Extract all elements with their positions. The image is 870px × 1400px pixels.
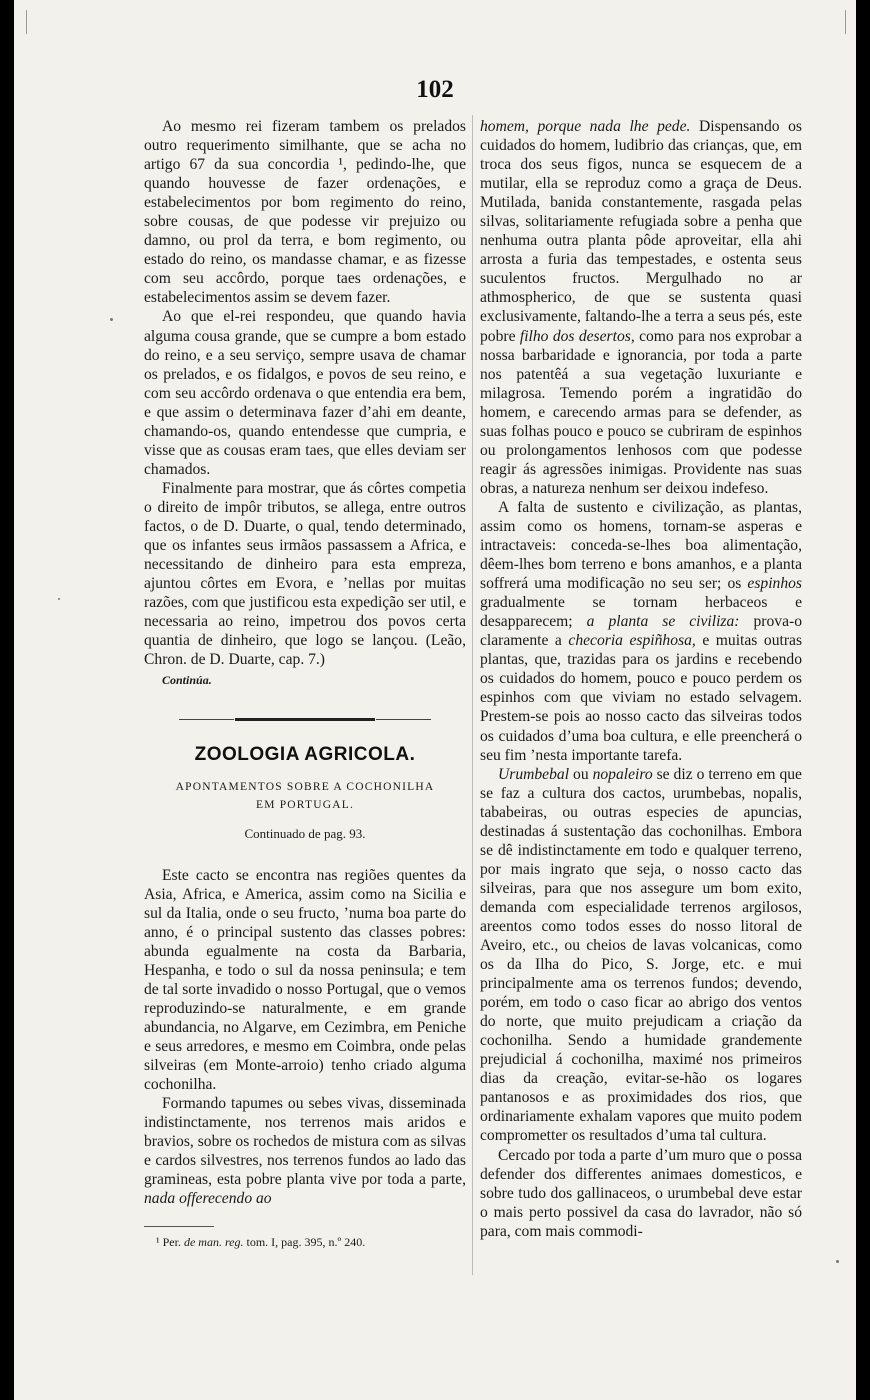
footnote-mark: ¹ — [156, 1235, 160, 1250]
print-speck — [110, 318, 113, 321]
italic-run: checoria espiñhosa, — [568, 632, 696, 650]
text-run: Per. — [162, 1235, 181, 1250]
text-run: Formando tapumes ou sebes vivas, disseminada indistinctamente, nos terrenos mais aridos e bravios, sobre os rochedos de mistura com as silvas e cardos silvestres, nos terrenos fundos ao lado das gramineas, esta pobre planta vive por toda a parte, — [144, 1095, 466, 1189]
paragraph: Este cacto se encontra nas regiões quentes da Asia, Africa, e America, assim como na Sicilia e sul da Italia, onde o seu fructo, ’numa boa parte do anno, é o principal sustento das classes pobres: abunda egualmente na costa da Barbaria, Hespanha, e todo o sul da nossa peninsula; e tem de tal sorte invadido o nosso Portugal, que o vemos reproduzindo-se naturalmente, e em grande abundancia, no Algarve, em Cezimbra, em Peniche e seus arredores, e mesmo em Coimbra, onde pelas silveiras (em Monte-arroio) tenho criado alguma cochonilha. — [144, 866, 466, 1094]
subtitle-line: EM PORTUGAL. — [255, 799, 355, 812]
text-run: e muitas outras plantas, que, trazidas para os jardins e recebendo os cuidados do homem, pouco e pouco perdem os espinhos com que viviam no estado selvagem. Prestem-se pois ao nosso cacto das silveiras todos os cuidados d’uma boa cultura, e elle preencherá o seu fim ’nesta importante tarefa. — [480, 632, 803, 764]
paragraph: Finalmente para mostrar, que ás côrtes competia o direito de impôr tributos, se allega, entre outros factos, o de D. Duarte, o qual, tendo determinado, que os infantes seus irmãos passassem a Africa, e necessitando de dinheiro para esta empreza, ajuntou côrtes em Evora, e ’nellas por muitas razões, com que justificou esta expedição ser util, e necessaria ao reino, impetrou dos povos certa quantia de dinheiro, que logo se lançou. (Leão, Chron. de D. Duarte, cap. 7.) — [144, 479, 466, 669]
italic-run: filho dos desertos, — [519, 327, 635, 345]
text-run: Dispensando os cuidados do homem, ludibrio das crianças, que, em troca dos seus figos, nunca se esquecem de a mutilar, ella se reproduz como a graça de Deus. Mutilada, banida constantemente, rasgada pelas silvas, solitariamente refugiada sobre a penha que nenhuma outra planta pôde aproveitar, ella ahi arrosta a furia das tempestades, e ostenta seus suculentos fructos. Mergulhado no ar athmospherico, de que se sustenta quasi exclusivamente, faltando-lhe a terra a seus pés, este pobre — [480, 118, 802, 345]
paragraph: Ao que el-rei respondeu, que quando havia alguma cousa grande, que se cumpre a bom estado do reino, e a seu serviço, sempre usava de chamar os prelados, e os fidalgos, e povos de seu reino, e com seu accôrdo ordenava o que entendia era bem, e que assim o determinava fazer d’ahi em deante, chamando-os, quando entendesse que cumpria, e visse que as cousas eram taes, que elles deviam ser chamados. — [144, 308, 466, 478]
footnote-rule — [144, 1226, 214, 1227]
newspaper-page — [14, 0, 856, 1400]
paragraph: Ao mesmo rei fizeram tambem os prelados outro requerimento similhante, que se acha no artigo 67 da sua concordia ¹, pedindo-lhe, que quando houvesse de fazer ordenações, e estabelecimentos por bom regimento do reino, sobre cousas, de que podesse vir prejuizo ou damno, ou prol da terra, e bom regimento, ou estado do reino, os mandasse chamar, e as fizesse com seu accôrdo, porque taes ordenações, e estabelecimentos assim se devem fazer. — [144, 118, 466, 307]
italic-run: a planta se civiliza: — [586, 613, 740, 631]
left-column — [144, 117, 466, 1252]
italic-run: espinhos — [747, 575, 802, 593]
print-speck — [58, 598, 60, 600]
print-speck — [836, 1260, 839, 1263]
italic-run: homem, porque nada lhe pede. — [480, 118, 691, 135]
italic-run: nada offerecendo ao — [144, 1190, 272, 1208]
section-title: ZOOLOGIA AGRICOLA. — [194, 744, 416, 766]
text-run: como para nos exprobar a nossa barbaridade e ignorancia, por toda a parte nos patentêá a sua vegetação luxuriante e milagrosa. Temendo porém a ingratidão do homem, e carecendo armas para se defender, as suas folhas pouco e pouco se cubriram de espinhos ou prolongamentos lenhosos com que podesse reagir ás agressões inimigas. Providente nas suas obras, a natureza nenhum ser deixou indefeso. — [480, 327, 802, 497]
column-rule — [472, 115, 473, 1275]
italic-run: Urumbebal — [498, 765, 570, 783]
crop-mark — [26, 10, 27, 34]
right-column — [480, 117, 802, 1241]
paragraph — [144, 1094, 466, 1208]
paragraph — [480, 765, 802, 1146]
footnote — [144, 1233, 466, 1252]
italic-run: de man. reg. — [183, 1235, 244, 1250]
paragraph — [480, 498, 802, 765]
article-subtitle — [144, 778, 466, 814]
italic-run: nopaleiro — [592, 765, 653, 783]
continued-from: Continuado de pag. 93. — [244, 826, 366, 842]
paragraph: Cercado por toda a parte d’um muro que o possa defender dos differentes animaes domesticos, e sobre tudo dos gallinaceos, o urumbebal deve estar o mais perto possivel da casa do lavrador, não só para, com mais commodi- — [480, 1146, 802, 1240]
text-run: tom. I, pag. 395, n.º 240. — [246, 1235, 366, 1250]
subtitle-line: APONTAMENTOS SOBRE A COCHONILHA — [175, 781, 435, 794]
text-run: A falta de sustento e civilização, as plantas, assim como os homens, tornam-se asperas e intractaveis: conceda-se-lhes boa alimentação, dêem-lhes bom terreno e bons amanhos, e a planta soffrerá uma modificação no seu ser; os — [480, 498, 802, 593]
page-number: 102 — [416, 76, 454, 103]
text-run: gradualmente se tornam herbaceos e desapparecem; — [480, 594, 802, 631]
text-run: prova-o claramente a — [480, 613, 802, 650]
crop-mark — [845, 10, 846, 34]
continua-note: Continúa. — [162, 673, 212, 688]
section-separator — [235, 718, 375, 721]
text-run: se diz o terreno em que se faz a cultura dos cactos, urumbebas, nopalis, tababeiras, ou outras especies de apuncias, destinadas á sustentação das cochonilhas. Embora se dê indistinctamente em todo e qualquer terreno, por mais ingrato que seja, o nosso cacto das silveiras, para que nos assegure um bom exito, demanda com especialidade terrenos argilosos, areentos como todos esses do nosso litoral de Aveiro, etc., ou cheios de lavas volcanicas, como os da Ilha do Pico, S. Jorge, etc. e mui principalmente ama os terrenos fundos; devendo, porém, em todo o caso ficar ao abrigo dos ventos do norte, que muito prejudicam a criação da cochonilha. Sendo a humidade grandemente prejudicial á cochonilha, maximé nos primeiros dias da creação, evitar-se-hão os logares pantanosos e as proximidades dos rios, que ordinariamente exhalam vapores que muito podem comprometter os resultados d’uma tal cultura. — [480, 765, 802, 1145]
paragraph — [480, 117, 802, 498]
text-run: ou — [573, 765, 589, 783]
